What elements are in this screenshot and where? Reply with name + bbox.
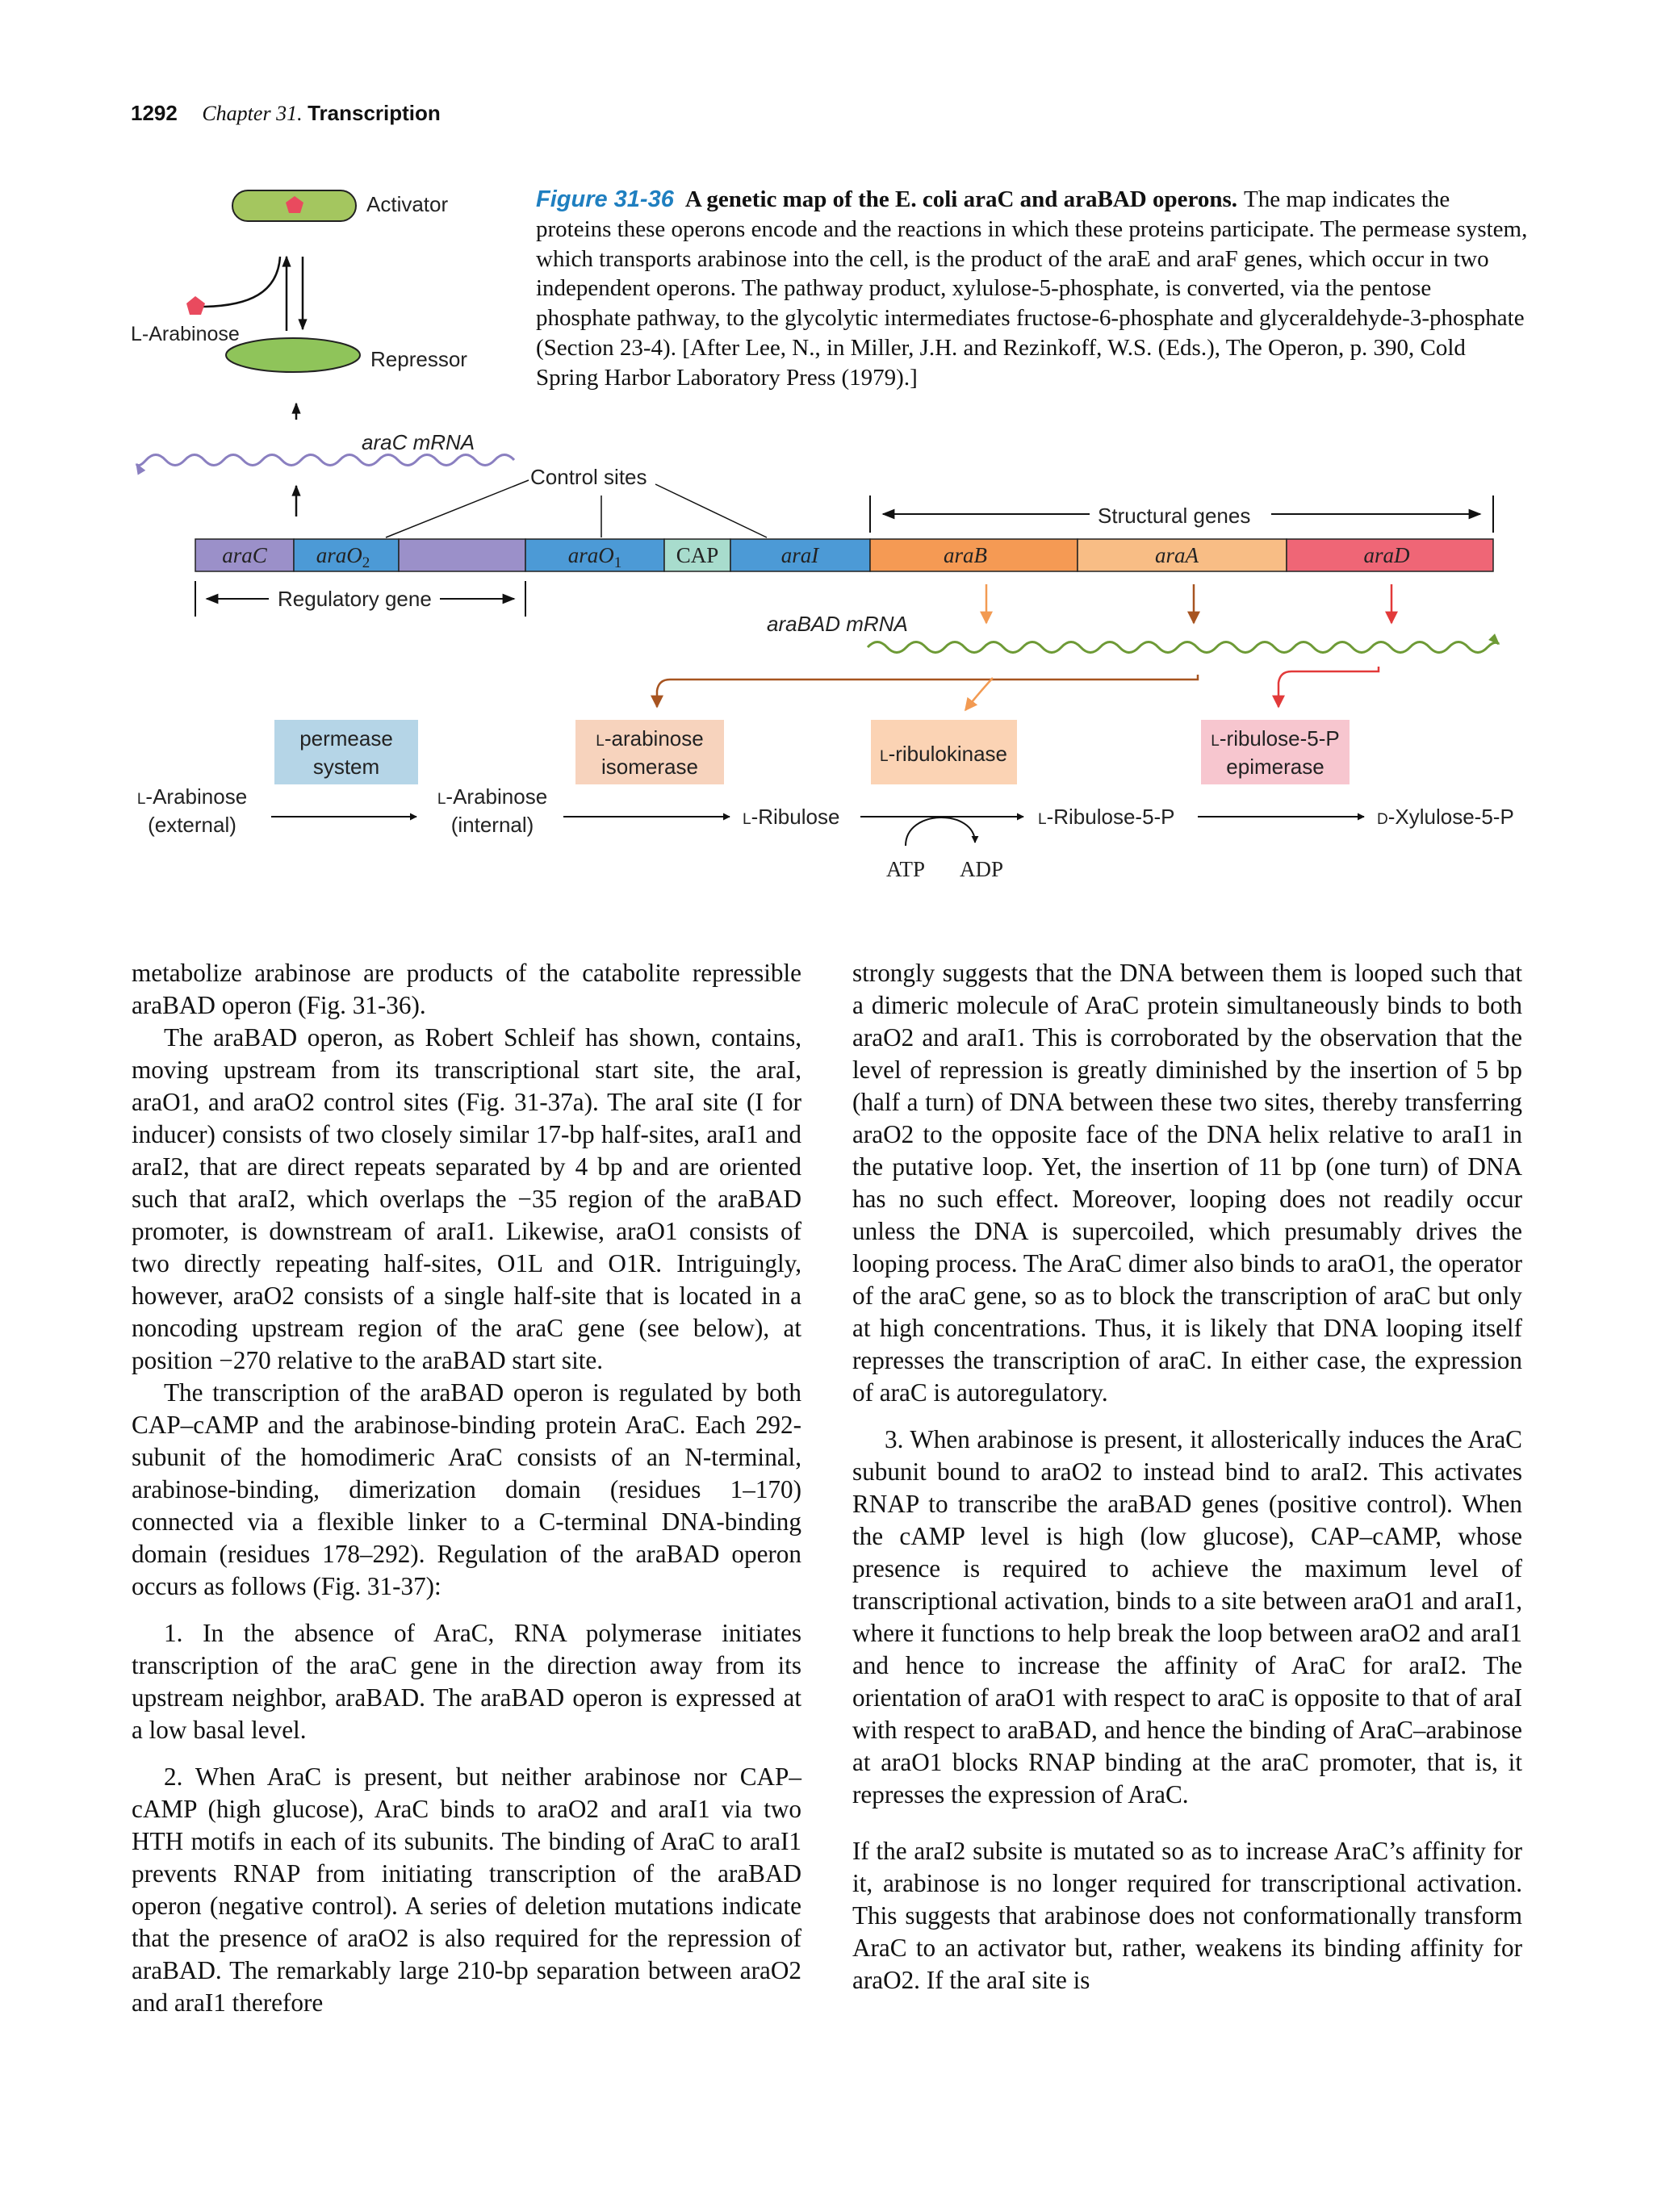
arac-mrna-label: araC mRNA [362,430,475,454]
metabolite-l-ribulose-5-p: L-Ribulose-5-P [1038,805,1175,829]
metabolite-l-ribulose: L-Ribulose [743,805,840,829]
arrow-mrna-to-isomerase [657,675,1198,707]
operon-diagram [0,0,1653,912]
chapter-number: Chapter 31. [202,102,303,125]
structural-genes-label: Structural genes [1098,504,1251,528]
gene-cap-label: CAP [676,543,719,567]
arabinose-pentagon-free [186,296,205,315]
gene-arad-label: araD [1363,543,1410,567]
epimerase-label: L-ribulose-5-P [1211,726,1340,751]
figure-title: A genetic map of the E. coli araC and araBAD operons. [684,186,1238,212]
gene-arac-label: araC [222,543,267,567]
arrow-mrna-to-epimerase [1278,667,1379,707]
gene-arab-label: araB [944,543,987,567]
gene-araa-label: araA [1155,543,1199,567]
paragraph: The araBAD operon, as Robert Schleif has shown, contains, moving upstream from its transcriptional start site, the araI, araO1, and araO2 control sites (Fig. 31-37a). The araI site (I for inducer) consists of two closely similar 17-bp half-sites, araI1 and araI2, that are direct repeats separated by 4 bp and are oriented such that araI2, which overlaps the −35 region of the araBAD promoter, is downstream of araI1. Likewise, araO1 consists of two directly repeating half-sites, O1L and O1R. Intriguingly, however, araO2 consists of a single half-site that is located in a noncoding upstream region of the araC gene (see below), at position −270 relative to the araBAD start site. [132,1023,801,1374]
arabad-mrna-wave [868,642,1499,653]
metabolite-arabinose-internal-2: (internal) [450,813,534,837]
regulatory-gene-label: Regulatory gene [278,587,432,611]
body-column-left [132,957,801,2019]
repressor-label: Repressor [370,347,467,371]
gene-arao1-label: araO$_1$ [567,543,622,571]
control-sites-label: Control sites [530,465,647,489]
metabolite-arabinose-external: L-Arabinose [136,784,248,809]
gene-map [195,539,1493,571]
atp-adp-curve [906,817,975,846]
gene-arac-upstream [399,539,525,571]
l-arabinose-label: L-Arabinose [131,323,240,345]
paragraph: The transcription of the araBAD operon is regulated by both CAP–cAMP and the arabinose-binding protein AraC. Each 292-subunit of the homodimeric AraC consists of an N-terminal, arabinose-binding, dimerization domain (residues 1–170) connected via a flexible linker to a C-terminal DNA-binding domain (residues 178–292). Regulation of the araBAD operon occurs as follows (Fig. 31-37): [132,1378,801,1600]
paragraph: 3. When arabinose is present, it allosterically induces the AraC subunit bound to araO2 to instead bind to araI2. This activates RNAP to transcribe the araBAD genes (positive control). When the cAMP level is high (low glucose), CAP–cAMP, whose presence is required to achieve the maximum level of transcriptional activation, binds to a site between araO1 and araI1, where it functions to help break the loop between araO2 and araI1 and hence to increase the affinity of AraC for araI2. The orientation of araO1 with respect to araC is opposite to that of araI with respect to araBAD, and hence the binding of AraC–arabinose at araO1 blocks RNAP binding at the araC promoter, that is, it represses the expression of AraC. [852,1425,1522,1808]
kinase-label: L-ribulokinase [880,742,1007,766]
arabinose-binding-curve [200,257,280,307]
metabolite-arabinose-external-2: (external) [148,813,236,837]
arrow-mrna-to-kinase [965,678,993,710]
paragraph: 2. When AraC is present, but neither arabinose nor CAP–cAMP (high glucose), AraC binds to araO2 and araI1 via two HTH motifs in each of its subunits. The binding of AraC to araI1 prevents RNAP from initiating transcription of the araBAD operon (negative control). A series of deletion mutations indicate that the presence of araO2 is also required for the repression of araBAD. The remarkably large 210-bp separation between araO2 and araI1 therefore [132,1762,801,2017]
metabolite-arabinose-internal: L-Arabinose [437,784,548,809]
isomerase-label-2: isomerase [601,755,698,779]
repressor-shape [226,338,360,372]
gene-arao2-label: araO$_2$ [316,543,370,571]
paragraph: If the araI2 subsite is mutated so as to increase AraC’s affinity for it, arabinose is no longer required for transcriptional activation. This suggests that arabinose does not conformationally transform AraC to an activator but, rather, weakens its binding affinity for araO2. If the araI site is [852,1837,1522,1994]
permease-label-2: system [312,755,380,779]
paragraph: strongly suggests that the DNA between them is looped such that a dimeric molecule of AraC protein simultaneously binds to both araO2 and araI1. This is corroborated by the observation that the level of repression is greatly diminished by the insertion of 5 bp (half a turn) of DNA between these two sites, thereby transferring araO2 to the opposite face of the DNA helix relative to araI1 in the putative loop. Yet, the insertion of 11 bp (one turn) of DNA has no such effect. Moreover, looping does not readily occur unless the DNA is supercoiled, which presumably drives the looping process. The AraC dimer also binds to araO1, the operator of the araC gene, so as to block the transcription of araC but only at high concentrations. Thus, it is likely that DNA looping itself represses the transcription of araC. In either case, the expression of araC is autoregulatory. [852,959,1522,1407]
figure-label: Figure 31-36 [536,186,674,212]
adp-label: ADP [959,857,1004,881]
activator-label: Activator [366,192,449,216]
arabad-mrna-label: araBAD mRNA [767,612,908,636]
paragraph: 1. In the absence of AraC, RNA polymerase initiates transcription of the araC gene in the direction away from its upstream neighbor, araBAD. The araBAD operon is expressed at a low basal level. [132,1619,801,1744]
chapter-title: Transcription [308,101,441,125]
body-column-right [852,957,1522,1997]
page-number: 1292 [131,101,178,125]
metabolite-d-xylulose-5-p: D-Xylulose-5-P [1377,805,1514,829]
paragraph: metabolize arabinose are products of the catabolite repressible araBAD operon (Fig. 31-36). [132,959,801,1019]
control-sites-line-left [386,480,529,537]
gene-arai-label: araI [780,543,819,567]
control-sites-line-right [655,484,767,537]
arac-mrna-wave [136,455,514,466]
isomerase-label: L-arabinose [596,726,704,751]
atp-label: ATP [885,857,926,881]
permease-label: permease [299,726,393,751]
epimerase-label-2: epimerase [1226,755,1324,779]
figure-caption-text: The map indicates the proteins these operons encode and the reactions in which these proteins participate. The permease system, which transports arabinose into the cell, is the product of the araE and araF genes, which occur in two independent operons. The pathway product, xylulose-5-phosphate, is converted, via the pentose phosphate pathway, to the glycolytic intermediates fructose-6-phosphate and glyceraldehyde-3-phosphate (Section 23-4). [After Lee, N., in Miller, J.H. and Rezinkoff, W.S. (Eds.), The Operon, p. 390, Cold Spring Harbor Laboratory Press (1979).] [536,186,1528,391]
